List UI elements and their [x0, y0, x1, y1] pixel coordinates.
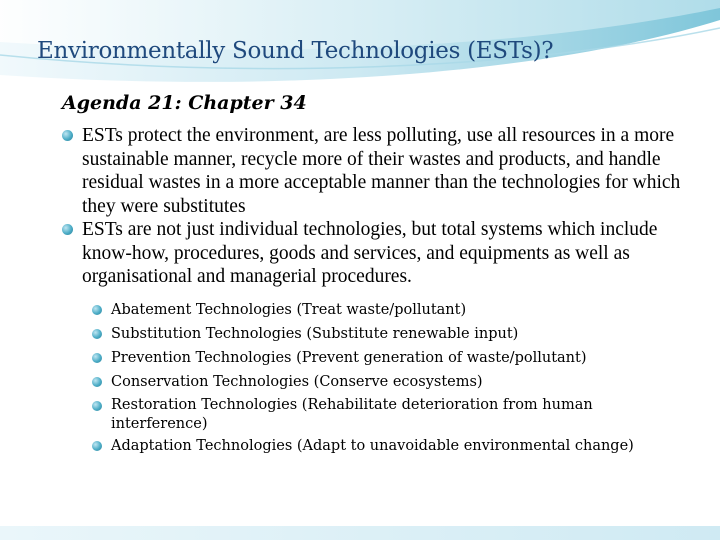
sub-bullet-text: Substitution Technologies (Substitute renewable input)	[111, 326, 519, 342]
bullet-dot-icon	[92, 441, 102, 451]
list-item	[62, 218, 702, 289]
main-bullet-list	[62, 124, 702, 289]
slide-subtitle: Agenda 21: Chapter 34	[62, 92, 307, 114]
adaptation-list	[80, 434, 710, 458]
technology-types-list	[92, 298, 692, 437]
list-item	[92, 394, 692, 437]
bullet-text: ESTs are not just individual technologies, but total systems which include know-how, procedures, goods and services, and equipments as well as organisational and managerial procedures.	[82, 219, 658, 287]
sub-bullet-text: Conservation Technologies (Conserve ecosystems)	[111, 374, 483, 390]
list-item	[80, 434, 710, 458]
bullet-dot-icon	[62, 224, 73, 235]
sub-bullet-text: Abatement Technologies (Treat waste/pollutant)	[111, 302, 467, 318]
bullet-dot-icon	[62, 130, 73, 141]
list-item	[92, 370, 692, 394]
bullet-dot-icon	[92, 353, 102, 363]
list-item	[92, 298, 692, 322]
list-item	[92, 346, 692, 370]
bullet-dot-icon	[92, 401, 102, 411]
sub-bullet-text: Adaptation Technologies (Adapt to unavoidable environmental change)	[111, 438, 634, 454]
slide-title: Environmentally Sound Technologies (ESTs)?	[37, 38, 554, 64]
bullet-dot-icon	[92, 305, 102, 315]
sub-bullet-text: Prevention Technologies (Prevent generation of waste/pollutant)	[111, 350, 587, 366]
bullet-dot-icon	[92, 329, 102, 339]
list-item	[92, 322, 692, 346]
list-item	[62, 124, 702, 218]
bullet-dot-icon	[92, 377, 102, 387]
footer-band-decoration	[0, 526, 720, 540]
bullet-text: ESTs protect the environment, are less polluting, use all resources in a more sustainable manner, recycle more of their wastes and products, and handle residual wastes in a more acceptable manner than the technologies for which they were substitutes	[82, 125, 681, 217]
sub-bullet-text: Restoration Technologies (Rehabilitate deterioration from human interference)	[111, 397, 593, 432]
